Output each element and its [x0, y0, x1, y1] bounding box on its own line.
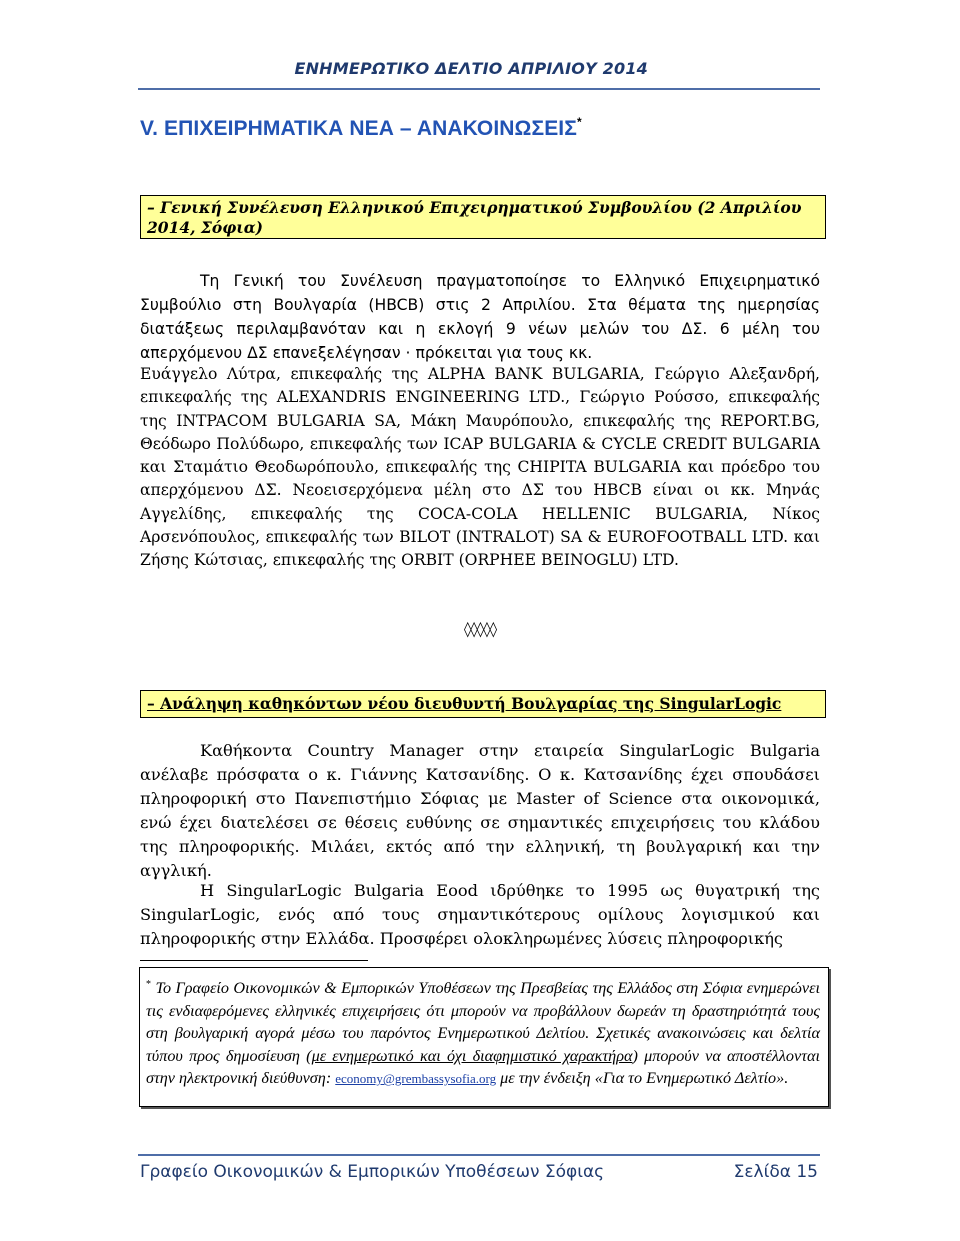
footnote-box — [139, 967, 829, 1107]
footnote-text-2: ) μπορούν να αποστέλλονται στην ηλεκτρονική διεύθυνση: — [146, 1046, 820, 1088]
footnote-divider — [140, 960, 368, 961]
article2-heading: – Ανάληψη καθηκόντων νέου διευθυντή Βουλγαρίας της SingularLogic — [140, 690, 826, 718]
footer-divider — [138, 1154, 820, 1156]
header-divider — [138, 88, 820, 90]
footer-office: Γραφείο Οικονομικών & Εμπορικών Υποθέσεων Σόφιας — [140, 1162, 605, 1182]
section-title — [140, 115, 582, 141]
article1-intro-text: Τη Γενική του Συνέλευση πραγματοποίησε το Ελληνικό Επιχειρηματικό Συμβούλιο στη Βουλγαρία (HBCB) στις 2 Απριλίου. Στα θέματα της ημερησίας διατάξεως περιλαμβανόταν και η εκλογή 9 νέων μελών του ΔΣ. 6 μέλη του απερχόμενου ΔΣ επανεξελέγησαν · πρόκειται για τους κκ. — [140, 272, 820, 362]
footnote-email-link[interactable]: economy@grembassysofia.org — [335, 1071, 497, 1087]
article2-paragraph-2: Η SingularLogic Bulgaria Eood ιδρύθηκε το 1995 ως θυγατρική της SingularLogic, ενός από τους σημαντικότερους ομίλους λογισμικού και πληροφορικής στην Ελλάδα. Προσφέρει ολοκληρωμένες λύσεις πληροφορικής — [140, 881, 820, 948]
footnote-text-1: Το Γραφείο Οικονομικών & Εμπορικών Υποθέσεων της Πρεσβείας της Ελλάδος στη Σόφια ενημερώνει τις ενδιαφερόμενες ελληνικές επιχειρήσεις ότι μπορούν να προβάλλουν δωρεάν τη δραστηριότητά τους στη βουλγαρική αγορά μέσω του παρόντος Ενημερωτικού Δελτίου. Σχετικές ανακοινώσεις και δελτία τύπου προς δημοσίευση ( — [146, 979, 820, 1065]
footer-page-number: Σελίδα 15 — [733, 1162, 818, 1182]
footnote-underlined: με ενημερωτικό και όχι διαφημιστικό χαρακτήρα — [311, 1046, 633, 1065]
section-title-text: V. ΕΠΙΧΕΙΡΗΜΑΤΙΚΑ ΝΕΑ – ΑΝΑΚΟΙΝΩΣΕΙΣ — [140, 117, 577, 140]
section-footnote-mark: * — [576, 115, 582, 129]
newsletter-header-title: ΕΝΗΜΕΡΩΤΙΚΟ ΔΕΛΤΙΟ ΑΠΡΙΛΙΟΥ 2014 — [294, 59, 648, 78]
footnote-mark: * — [146, 979, 151, 990]
article1-body: Ευάγγελο Λύτρα, επικεφαλής της ALPHA BANK BULGARIA, Γεώργιο Αλεξανδρή, επικεφαλής της ALEXANDRIS ENGINEERING LTD., Γεώργιο Ρούσσο, επικεφαλής της INTPACOM BULGARIA SA, Μάκη Μαυρόπουλο, επικεφαλής της REPORT.BG, Θεόδωρο Πολύδωρο, επικεφαλής των ICAP BULGARIA & CYCLE CREDIT BULGARIA και Σταμάτιο Θεοδωρόπουλο, επικεφαλής της CHIPITA BULGARIA και πρόεδρο του απερχόμενου ΔΣ. Νεοεισερχόμενα μέλη στο ΔΣ του HBCB είναι οι κκ. Μηνάς Αγγελίδης, επικεφαλής της COCA-COLA HELLENIC BULGARIA, Νίκος Αρσενόπουλος, επικεφαλής των BILOT (INTRALOT) SA & EUROFOOTBALL LTD. και Ζήσης Κώτσιας, επικεφαλής της ORBIT (ORPHEE BEINOGLU) LTD. — [140, 365, 820, 570]
article1-intro — [140, 269, 820, 365]
footnote-text-3: με την ένδειξη «Για το Ενημερωτικό Δελτίο». — [496, 1069, 789, 1088]
article2-paragraph-1: Καθήκοντα Country Manager στην εταιρεία SingularLogic Bulgaria ανέλαβε πρόσφατα ο κ. Γιάννης Κατσανίδης. Ο κ. Κατσανίδης έχει σπουδάσει πληροφορική στο Πανεπιστήμιο Σόφιας με Master of Science στα οικονομικά, ενώ έχει διατελέσει σε θέσεις ευθύνης σε σημαντικές επιχειρήσεις του κλάδου της πληροφορικής. Μιλάει, εκτός από την ελληνική, τη βουλγαρική και την αγγλική. — [140, 741, 820, 880]
article1-heading: – Γενική Συνέλευση Ελληνικού Επιχειρηματικού Συμβουλίου (2 Απριλίου 2014, Σόφια) — [140, 195, 826, 239]
separator-diamonds: ◊◊◊◊◊ — [463, 620, 497, 638]
